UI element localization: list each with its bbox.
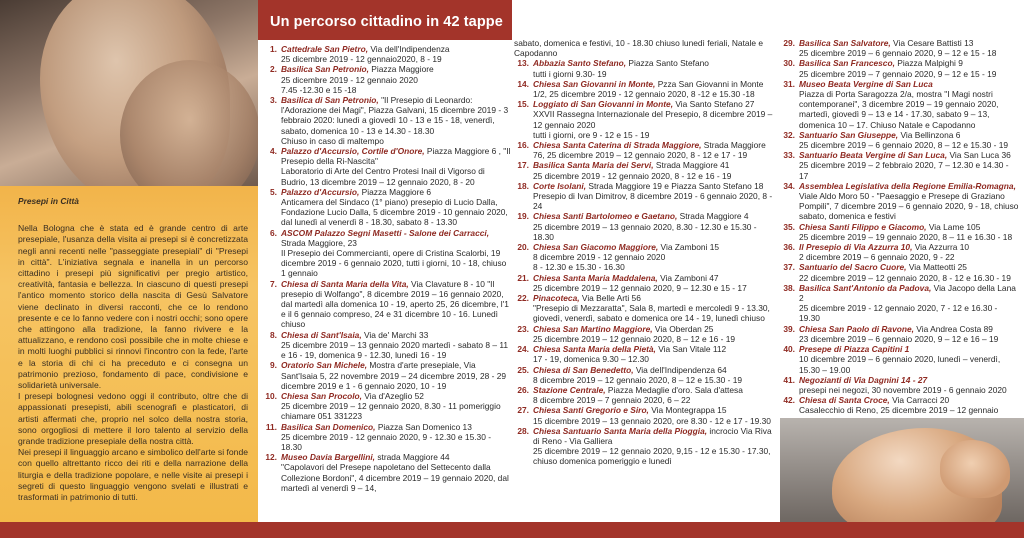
- stop-name: Oratorio San Michele,: [281, 360, 368, 371]
- stop-name: Santuario Beata Vergine di San Luca,: [799, 150, 948, 161]
- stop-details: [533, 385, 776, 405]
- stop-item: [780, 79, 1020, 130]
- stop-item: [262, 279, 512, 330]
- stop-number: 12.: [265, 452, 277, 463]
- stop-details: [281, 44, 512, 64]
- stop-number: 10.: [265, 390, 277, 401]
- stop-name: Chiesa di Sant'Isaia,: [281, 329, 362, 340]
- stop-name: Basilica Sant'Antonio da Padova,: [799, 282, 932, 293]
- stop-schedule: 25 dicembre 2019 – 12 gennaio 2020, 9,15 - 12 e 15.30 - 17.30, chiuso domenica pomeriggio e lunedì: [533, 446, 771, 467]
- stop-address: Via Andrea Costa 89: [913, 323, 993, 334]
- stop-details: [533, 160, 776, 180]
- stop-item: [514, 160, 776, 180]
- stop-item: [780, 324, 1020, 344]
- stop-item: [780, 242, 1020, 262]
- continued-text: [514, 38, 776, 58]
- stop-number: 26.: [517, 384, 529, 395]
- stop-number: 25.: [517, 364, 529, 375]
- stop-schedule: 25 dicembre 2019 - 12 gennaio 2020: [281, 74, 418, 85]
- stop-details: [533, 211, 776, 242]
- stop-address: Via Bellinzona 6: [898, 129, 961, 140]
- stop-details: [533, 99, 776, 140]
- stop-number: 20.: [517, 242, 529, 253]
- stop-address: Piazza San Domenico 13: [375, 421, 472, 432]
- stop-name: Negozianti di Via Dagnini 14 - 27: [799, 374, 928, 385]
- stop-name: Chiesa Santa Maria Maddalena,: [533, 272, 658, 283]
- stop-address: Via Matteotti 25: [906, 262, 967, 273]
- stop-item: [262, 422, 512, 453]
- intro-paragraph: Nella Bologna che è stata ed è grande centro di arte presepiale, l'usanza della visita ai presepi si è concretizzata negli anni recenti nelle "passeggiate presepiali" di "Presepi in città". L'iniziativa segnala e inanella in un percorso cittadino i presepi più significativi per pregio artistico, creatività, fantasia e bellezza. In ciascuno di questi presepi l'antico momento storico della nascita di Gesù Salvatore viene declinato in diversi racconti, che ce lo rendono presente e ce lo fanno vedere con i nostri occhi; sono opere che attingono alla tradizione, la fanno rivivere e la attualizzano, e rendono così possibile che in molte chiese e in molti luoghi pubblici si rinnovi l'incontro con la fede, l'arte e la storia di chi ci ha preceduto e ci consegna un patrimonio prezioso, fondamento di pace, condivisione e solidarietà universale.: [18, 223, 248, 391]
- stop-item: [262, 360, 512, 391]
- stop-name: Chiesa di Santa Maria della Vita,: [281, 278, 409, 289]
- stop-number: 11.: [265, 421, 277, 432]
- stop-number: 18.: [517, 180, 529, 191]
- intro-text: [18, 223, 248, 503]
- stop-item: [514, 242, 776, 273]
- stop-details: [281, 330, 512, 361]
- stop-address: strada Maggiore 44: [375, 452, 450, 463]
- stop-item: [780, 222, 1020, 242]
- stop-details: [533, 181, 776, 212]
- stop-number: 28.: [517, 425, 529, 436]
- stop-details: [281, 279, 512, 330]
- stop-address: Via Oberdan 25: [652, 323, 714, 334]
- stop-item: [780, 150, 1020, 181]
- stop-item: [514, 79, 776, 99]
- stop-details: [799, 150, 1020, 181]
- stop-number: 22.: [517, 293, 529, 304]
- stop-item: [780, 130, 1020, 150]
- stop-number: 33.: [783, 150, 795, 161]
- stop-address: Via dell'Indipendenza 64: [633, 364, 727, 375]
- stop-item: [262, 187, 512, 228]
- stop-details: [799, 262, 1020, 282]
- stop-name: Santuario del Sacro Cuore,: [799, 262, 907, 273]
- stop-name: Chiesa Santi Gregorio e Siro,: [533, 405, 649, 416]
- stop-item: [262, 452, 512, 493]
- stop-schedule: 25 dicembre 2019 - 12 gennaio 2020, 8 - 12 e 16 - 19: [533, 170, 732, 181]
- stop-schedule: 2 dicembre 2019 – 6 gennaio 2020, 9 - 22: [799, 252, 955, 263]
- stop-details: [533, 365, 776, 385]
- stop-address: Mostra d'arte presepiale, Via Sant'Isaia 5, 22 novembre 2019 – 24 dicembre 2019, 28 - 29 dicembre 2019 e 1 - 6 gennaio 2020, 10 - 19: [281, 360, 507, 391]
- stop-details: [281, 422, 512, 453]
- stop-schedule: 25 dicembre 2019 - 12 gennaio2020, 8 - 19: [281, 54, 442, 65]
- stop-schedule: tutti i giorni 9.30- 19: [533, 68, 607, 79]
- stop-number: 16.: [517, 140, 529, 151]
- stop-address: Piazza Malpighi 9: [894, 58, 963, 69]
- stops-column-3: [780, 38, 1020, 426]
- intro-paragraph: Nei presepi il linguaggio arcano e simbolico dell'arte si fonde con quello altrettanto ricco dei riti e della narrazione della liturgia e della tradizione popolare, e nelle visite ai presepi i segreti di questo linguaggio vengono svelati e illustrati e trasformati in patrimonio di tutti.: [18, 447, 248, 503]
- stop-name: Chiesa San Procolo,: [281, 390, 362, 401]
- stop-schedule: "Capolavori del Presepe napoletano del Settecento dalla Collezione Bordoni", 4 dicembre 2019 – 19 gennaio 2020, dal martedì al venerdì 9 – 14,: [281, 462, 509, 493]
- stop-number: 40.: [783, 344, 795, 355]
- stop-item: [780, 58, 1020, 78]
- stop-details: [281, 64, 512, 95]
- stop-number: 3.: [270, 95, 277, 106]
- stop-number: 29.: [783, 38, 795, 48]
- stop-number: 34.: [783, 180, 795, 191]
- stop-address: incrocio Via Riva di Reno - Via Galliera: [533, 425, 772, 446]
- stop-name: Chiesa di San Benedetto,: [533, 364, 634, 375]
- stop-name: Chiesa San Giacomo Maggiore,: [533, 242, 659, 253]
- continued-line: sabato, domenica e festivi, 10 - 18.30: [514, 38, 654, 48]
- stop-item: [262, 228, 512, 279]
- stops-column-2: [514, 38, 776, 467]
- stop-name: Abbazia Santo Stefano,: [533, 58, 627, 69]
- stop-address: Via Zamboni 15: [658, 242, 720, 253]
- stop-address: Via Montegrappa 15: [648, 405, 727, 416]
- stop-details: [281, 360, 512, 391]
- stop-details: [533, 426, 776, 467]
- stop-name: Chiesa Santuario Santa Maria della Pioggia,: [533, 425, 708, 436]
- stop-address: Strada Maggiore, 23: [281, 237, 357, 248]
- stop-item: [514, 324, 776, 344]
- stop-schedule: 8 dicembre 2019 - 12 gennaio 2020: [533, 252, 666, 263]
- page-title: Un percorso cittadino in 42 tappe: [270, 14, 503, 30]
- stop-schedule: 25 dicembre 2019 – 12 gennaio 2020, 8.30 - 11 pomeriggio chiamare 051 331223: [281, 401, 501, 422]
- stop-item: [262, 146, 512, 187]
- stop-address: Via Belle Arti 56: [579, 293, 641, 304]
- stop-number: 1.: [270, 44, 277, 54]
- stop-details: [281, 95, 512, 146]
- stop-item: [262, 95, 512, 146]
- stop-name: Palazzo d'Accursio, Cortile d'Onore,: [281, 146, 425, 157]
- stop-details: [281, 228, 512, 279]
- stop-schedule: 25 dicembre 2019 – 19 gennaio 2020, 8 – 11 e 16.30 - 18: [799, 231, 1013, 242]
- stop-address: Piazza Medaglie d'oro. Sala d'attesa: [605, 384, 743, 395]
- stop-number: 21.: [517, 272, 529, 283]
- stop-details: [799, 283, 1020, 324]
- stop-details: [533, 293, 776, 324]
- stop-number: 13.: [517, 58, 529, 69]
- stop-item: [514, 293, 776, 324]
- stop-number: 17.: [517, 160, 529, 171]
- header-bar: [258, 0, 512, 40]
- stop-address: Via Azzurra 10: [912, 242, 970, 253]
- stop-details: [799, 324, 1020, 344]
- stop-address: Piazza Maggiore 6: [359, 186, 432, 197]
- stop-address: Piazza Santo Stefano: [626, 58, 709, 69]
- stop-number: 41.: [783, 374, 795, 385]
- stop-schedule: 25 dicembre 2019 – 13 gennaio 2020, 8.30 - 12.30 e 15.30 - 18.30: [533, 221, 757, 242]
- stop-details: [533, 58, 776, 78]
- stop-address: Strada Maggiore 4: [677, 211, 749, 222]
- stop-schedule: "Presepio di Mezzaratta", Sala 8, martedì e mercoledì 9 - 13.30, giovedì, venerdì, sabato e domenica ore 14 - 19, lunedì chiuso: [533, 303, 770, 324]
- stop-item: [780, 181, 1020, 222]
- stop-name: Museo Beata Vergine di San Luca: [799, 78, 933, 89]
- stop-name: Basilica di San Petronio,: [281, 95, 379, 106]
- stop-number: 24.: [517, 344, 529, 355]
- stop-number: 31.: [783, 78, 795, 89]
- stop-schedule: Laboratorio di Arte del Centro Protesi Inail di Vigorso di Budrio, 13 dicembre 2019 – 12 gennaio 2020, 8 - 20: [281, 166, 485, 187]
- stop-item: [514, 181, 776, 212]
- stop-name: Chiesa San Giovanni in Monte,: [533, 78, 656, 89]
- stop-schedule: Anticamera del Sindaco (1° piano) presepio di Lucio Dalla, Fondazione Lucio Dalla, 5 dicembre 2019 - 10 gennaio 2020, dal lunedì al venerdì 8 - 18.30, sabato 8 - 13.30: [281, 197, 508, 228]
- intro-panel: [0, 186, 258, 522]
- stop-details: [533, 405, 776, 425]
- intro-paragraph: I presepi bolognesi vedono oggi il contributo, oltre che di appassionati presepisti, abili scenografi e plasticatori, di artisti affermati che, proprio nel solco della nostra storia, sono orgogliosi di mettere il loro talento al servizio della grande tradizione presepiale della nostra città.: [18, 391, 248, 447]
- stop-number: 42.: [783, 395, 795, 406]
- stop-item: [514, 344, 776, 364]
- stop-name: Chiesa Santa Maria della Pietà,: [533, 344, 656, 355]
- stops-list: [514, 58, 776, 466]
- stop-details: [799, 130, 1020, 150]
- stop-name: Chiesa Santi Bartolomeo e Gaetano,: [533, 211, 678, 222]
- stop-name: Museo Davia Bargellini,: [281, 452, 376, 463]
- stop-address: Via Clavature 8 - 10 "Il presepio di Wolfango", 8 dicembre 2019 – 16 gennaio 2020, dal martedì alla domenica 10 - 19, aperto 25, 26 dicembre, l'1 e il 6 gennaio compreso, 24 e 31 dicembre 10 - 16. Lunedì chiuso: [281, 278, 509, 330]
- stop-schedule: 10 dicembre 2019 – 6 gennaio 2020, lunedì – venerdì, 15.30 – 19.00: [799, 354, 1001, 375]
- stop-details: [281, 452, 512, 493]
- stop-details: [281, 391, 512, 422]
- stop-number: 6.: [270, 227, 277, 238]
- stop-number: 30.: [783, 58, 795, 69]
- continued-line: chiuso lunedì feriali, Natale e Capodanno: [514, 38, 764, 59]
- stop-schedule: 25 dicembre 2019 – 12 gennaio 2020, 9 – 12.30 e 15 - 17: [533, 282, 747, 293]
- stop-schedule: 7.45 -12.30 e 15 -18: [281, 84, 357, 95]
- footer-band: [0, 522, 1024, 538]
- stop-item: [514, 140, 776, 160]
- stop-number: 39.: [783, 323, 795, 334]
- stop-details: [533, 324, 776, 344]
- stop-address: Via Carracci 20: [889, 395, 950, 406]
- stop-address: Via dell'Indipendenza: [368, 44, 450, 54]
- stop-details: [799, 58, 1020, 78]
- stop-item: [262, 64, 512, 95]
- stop-number: 32.: [783, 129, 795, 140]
- stop-name: Basilica San Domenico,: [281, 421, 376, 432]
- stop-details: [533, 79, 776, 99]
- stop-name: Basilica San Petronio,: [281, 64, 369, 75]
- stop-number: 19.: [517, 211, 529, 222]
- stop-schedule: Casalecchio di Reno, 25 dicembre 2019 – 12 gennaio: [799, 405, 999, 416]
- stop-name: ASCOM Palazzo Segni Masetti - Salone dei Carracci,: [281, 227, 490, 238]
- stop-item: [780, 344, 1020, 375]
- terracotta-sheep-head: [940, 440, 1010, 498]
- stop-schedule: 25 dicembre 2019 – 12 gennaio 2020, 8 – 12 e 16 - 19: [533, 333, 736, 344]
- intro-title: Presepi in Città: [18, 196, 79, 206]
- stop-details: [799, 242, 1020, 262]
- stop-name: Santuario San Giuseppe,: [799, 129, 899, 140]
- stop-item: [262, 44, 512, 64]
- stop-number: 2.: [270, 64, 277, 75]
- statue-photo: [0, 0, 258, 186]
- stop-address: Piazza Maggiore 6 , "Il Presepio della Ri-Nascita": [281, 146, 511, 167]
- stop-schedule: 25 dicembre 2019 – 2 febbraio 2020, 7 – 12.30 e 14.30 - 17: [799, 160, 1009, 181]
- stop-name: Loggiato di San Giovanni in Monte,: [533, 99, 674, 110]
- stop-number: 5.: [270, 186, 277, 197]
- stop-number: 38.: [783, 282, 795, 293]
- stop-item: [780, 262, 1020, 282]
- stop-number: 37.: [783, 262, 795, 273]
- stop-name: Chiesa Santi Filippo e Giacomo,: [799, 221, 927, 232]
- stop-schedule: 8 dicembre 2019 – 7 gennaio 2020, 6 – 22: [533, 395, 691, 406]
- stop-name: Pinacoteca,: [533, 293, 580, 304]
- stop-address: Via Santo Stefano 27 XXVII Rassegna Internazionale del Presepio, 8 dicembre 2019 – 12 gennaio 2020: [533, 99, 773, 130]
- stop-address: Via Jacopo della Lana 2: [799, 282, 1016, 304]
- stop-number: 14.: [517, 78, 529, 89]
- stop-item: [514, 405, 776, 425]
- stop-name: Cattedrale San Pietro,: [281, 44, 369, 54]
- stop-schedule: 25 dicembre 2019 – 6 gennaio 2020, 8 – 12 e 15.30 - 19: [799, 140, 1009, 151]
- stop-address: Via Lame 105: [926, 221, 981, 232]
- stop-details: [281, 146, 512, 187]
- stop-schedule: tutti i giorni, ore 9 - 12 e 15 - 19: [533, 129, 650, 140]
- stop-details: [533, 273, 776, 293]
- stop-schedule: 25 dicembre 2019 – 7 gennaio 2020, 9 – 12 e 15 - 19: [799, 68, 997, 79]
- stop-name: Stazione Centrale,: [533, 384, 606, 395]
- stops-column-1: [262, 44, 512, 493]
- stop-name: Basilica San Francesco,: [799, 58, 895, 69]
- stop-address: Strada Maggiore 41: [653, 160, 730, 171]
- stop-address: Via San Luca 36: [947, 150, 1011, 161]
- stop-schedule: 8 - 12.30 e 15.30 - 16.30: [533, 262, 625, 273]
- stop-number: 8.: [270, 329, 277, 340]
- stop-number: 35.: [783, 221, 795, 232]
- stop-item: [514, 58, 776, 78]
- stop-details: [799, 222, 1020, 242]
- stop-address: Via Zamboni 47: [657, 272, 719, 283]
- stop-schedule: presepi nei negozi, 30 novembre 2019 - 6 gennaio 2020: [799, 384, 1007, 395]
- stop-schedule: 17 - 19, domenica 9.30 – 12.30: [533, 354, 649, 365]
- stop-item: [514, 273, 776, 293]
- stop-item: [514, 211, 776, 242]
- stop-details: [799, 375, 1020, 395]
- stop-details: [533, 140, 776, 160]
- stop-details: [281, 187, 512, 228]
- stop-number: 7.: [270, 278, 277, 289]
- stop-item: [780, 283, 1020, 324]
- stop-name: Corte Isolani,: [533, 180, 587, 191]
- stop-name: Il Presepio di Via Azzurra 10,: [799, 242, 913, 253]
- stop-number: 15.: [517, 99, 529, 110]
- stop-schedule: 8 dicembre 2019 – 12 gennaio 2020, 8 – 12 e 15.30 - 19: [533, 374, 743, 385]
- stop-number: 9.: [270, 360, 277, 371]
- stop-schedule: 22 dicembre 2019 – 12 gennaio 2020, 8 - 12 e 16.30 - 19: [799, 272, 1011, 283]
- stop-details: [799, 79, 1020, 130]
- stop-schedule: 25 dicembre 2019 - 12 gennaio 2020, 9 - 12.30 e 15.30 - 18.30: [281, 431, 491, 452]
- stop-name: Basilica Santa Maria dei Servi,: [533, 160, 654, 171]
- stop-details: [533, 344, 776, 364]
- stop-number: 36.: [783, 242, 795, 253]
- stop-item: [514, 385, 776, 405]
- stop-schedule: 25 dicembre 2019 - 12 gennaio 2020, 7 - 12 e 16.30 - 19.30: [799, 303, 998, 324]
- stop-schedule: 25 dicembre 2019 – 6 gennaio 2020, 9 – 12 e 15 - 18: [799, 48, 997, 59]
- stop-address: Pzza San Giovanni in Monte 1/2, 25 dicembre 2019 - 12 gennaio 2020, 8 -12 e 15.30 -18: [533, 78, 764, 100]
- stop-name: Palazzo d'Accursio,: [281, 186, 360, 197]
- stop-name: Chiesa San Martino Maggiore,: [533, 323, 653, 334]
- stop-schedule: 15 dicembre 2019 – 13 gennaio 2020, ore 8.30 - 12 e 17 - 19.30: [533, 415, 771, 426]
- stop-schedule: Il Presepio dei Commercianti, opere di Cristina Scalorbi, 19 dicembre 2019 - 6 gennaio 2020, tutti i giorni, 10 - 18, chiuso 1 gennaio: [281, 248, 507, 279]
- stop-address: Via San Vitale 112: [655, 344, 727, 355]
- stop-address: Strada Maggiore 76, 25 dicembre 2019 – 12 gennaio 2020, 8 - 12 e 17 - 19: [533, 140, 766, 161]
- stop-number: 23.: [517, 323, 529, 334]
- stop-item: [514, 99, 776, 140]
- stop-schedule: 25 dicembre 2019 – 13 gennaio 2020 martedì - sabato 8 – 11 e 16 - 19, domenica 9 - 12.30, lunedì 16 - 19: [281, 339, 509, 361]
- stop-address: Viale Aldo Moro 50 - "Paesaggio e Presepe di Graziano Pompili", 7 dicembre 2019 – 6 gennaio 2020, 9 - 18, chiuso sabato, domenica e festivi: [799, 191, 1019, 222]
- stop-details: [799, 344, 1020, 375]
- stop-address: "Il Presepio di Leonardo: l'Adorazione dei Magi", Piazza Galvani, 15 dicembre 2019 - 3 febbraio 2020: lunedì a giovedì 10 - 13 e 15 - 18, venerdì, sabato, domenica 10 - 13 e 14.30 - 18.30: [281, 95, 509, 136]
- stop-schedule: Piazza di Porta Saragozza 2/a, mostra "I Magi nostri contemporanei", 3 dicembre 2019 – 19 gennaio 2020, martedì, giovedì 9 – 13 e 14 - 17.30, sabato 9 – 13, domenica 10 – 17. Chiuso Natale e Capodanno: [799, 89, 999, 130]
- stop-number: 27.: [517, 405, 529, 416]
- stop-item: [262, 391, 512, 422]
- stop-name: Chiesa San Paolo di Ravone,: [799, 323, 914, 334]
- stop-item: [262, 330, 512, 361]
- stop-details: [799, 38, 1020, 58]
- stop-name: Presepe di Piazza Capitini 1: [799, 344, 910, 355]
- stop-item: [780, 375, 1020, 395]
- stop-number: 4.: [270, 146, 277, 157]
- sheep-statue-photo: [780, 418, 1024, 522]
- stop-address: Strada Maggiore 19 e Piazza Santo Stefano 18 Presepio di Ivan Dimitrov, 8 dicembre 2019 - 6 gennaio 2020, 8 - 24: [533, 180, 773, 212]
- stop-schedule: 23 dicembre 2019 – 6 gennaio 2020, 9 – 12 e 16 – 19: [799, 333, 999, 344]
- stop-item: [514, 426, 776, 467]
- stop-schedule: Chiuso in caso di maltempo: [281, 135, 384, 146]
- stop-name: Chiesa di Santa Croce,: [799, 395, 890, 406]
- stop-item: [780, 38, 1020, 58]
- stop-address: Via d'Azeglio 52: [361, 390, 424, 401]
- stop-item: [514, 365, 776, 385]
- stop-name: Basilica San Salvatore,: [799, 38, 891, 48]
- stop-name: Chiesa Santa Caterina di Strada Maggiore,: [533, 140, 702, 151]
- stop-address: Via de' Marchi 33: [361, 329, 429, 340]
- stop-address: Via Cesare Battisti 13: [890, 38, 974, 48]
- stop-details: [533, 242, 776, 273]
- stop-name: Assemblea Legislativa della Regione Emilia-Romagna,: [799, 180, 1016, 191]
- stop-address: Piazza Maggiore: [368, 64, 434, 75]
- stop-details: [799, 181, 1020, 222]
